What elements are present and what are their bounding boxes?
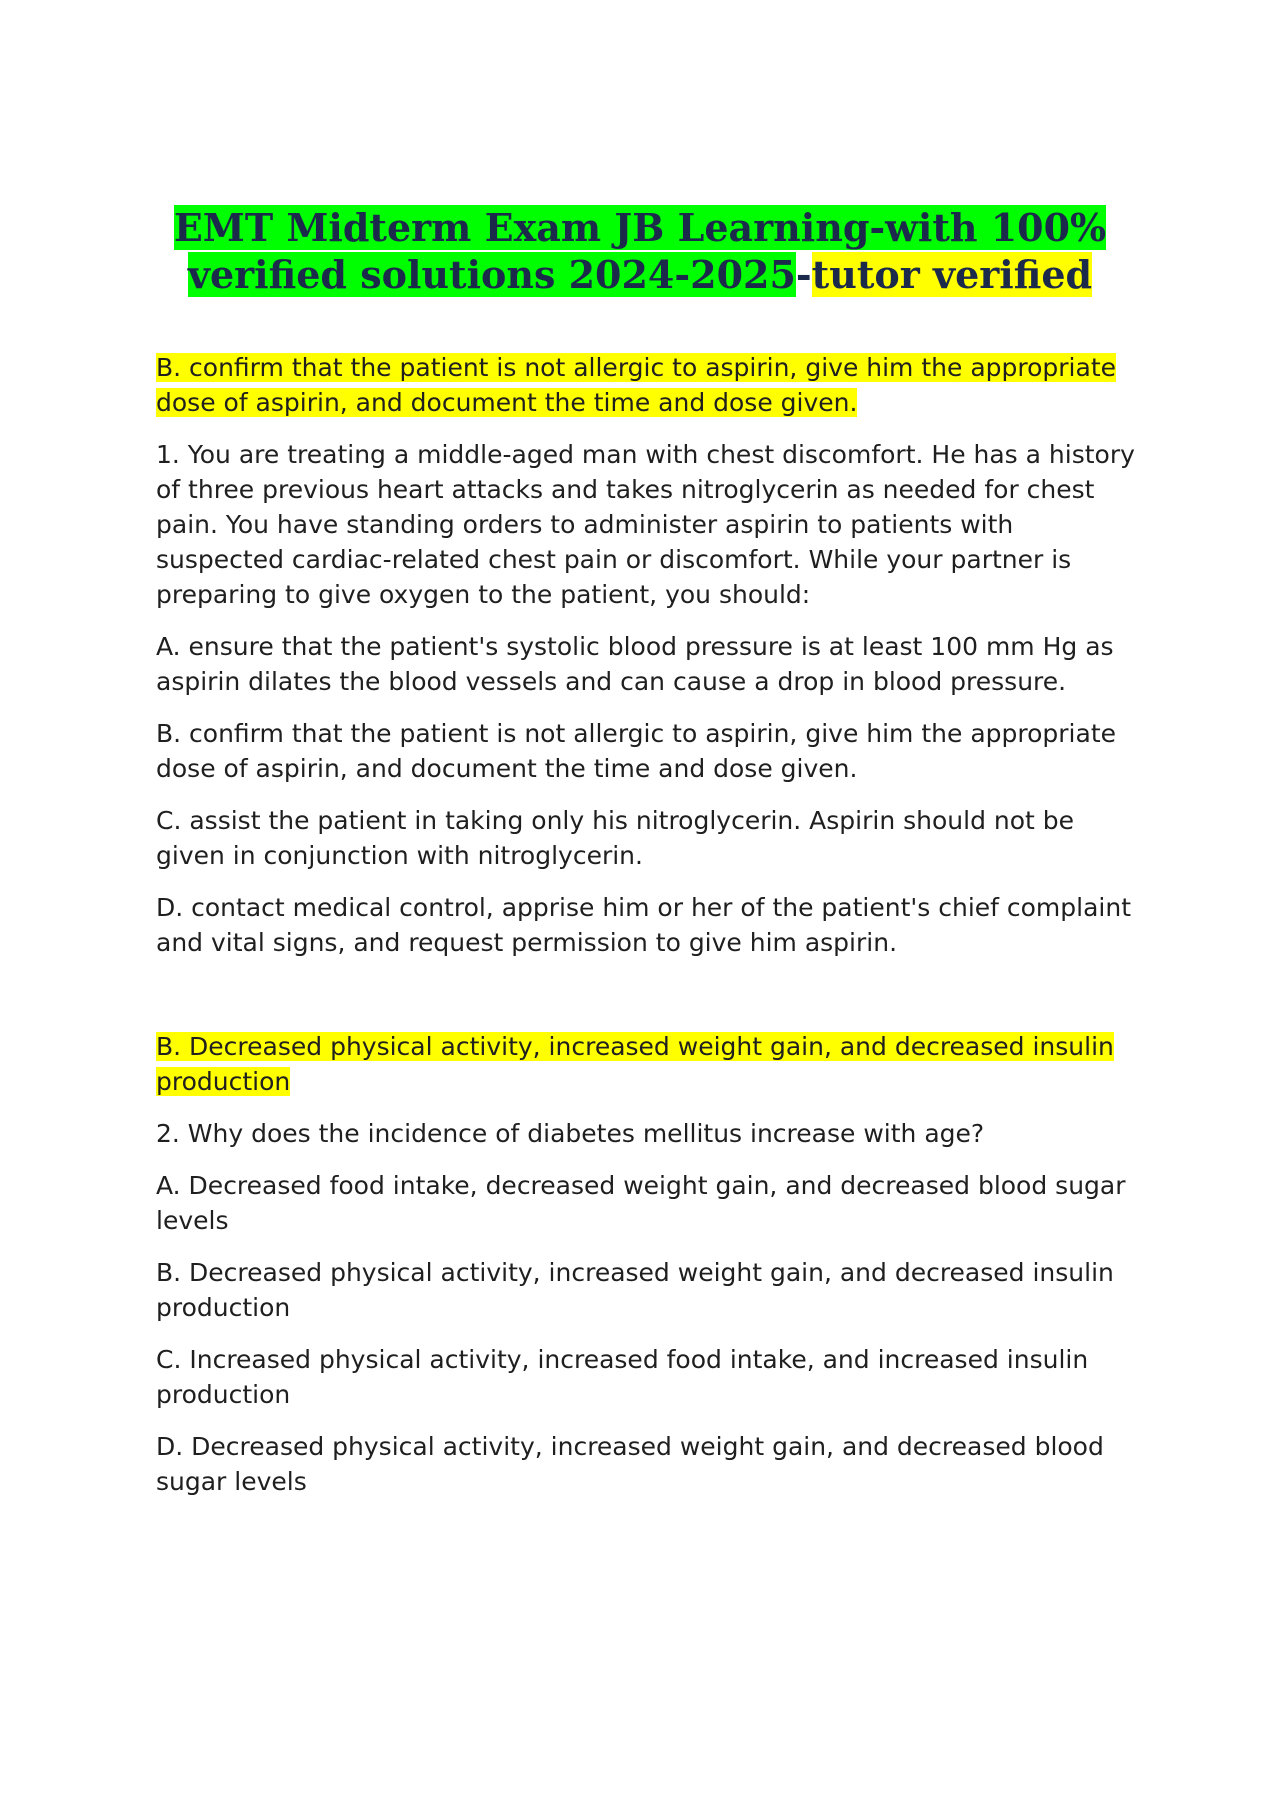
option-c: C. assist the patient in taking only his nitroglycerin. Aspirin should not be given in conjunction with nitroglycerin.: [156, 806, 1075, 870]
option-d: D. contact medical control, apprise him or her of the patient's chief complaint and vital signs, and request permission to give him aspirin.: [156, 893, 1132, 957]
option-b: B. confirm that the patient is not allergic to aspirin, give him the appropriate dose of aspirin, and document the time and dose given.: [156, 719, 1117, 783]
title-yellow-highlight: tutor verified: [811, 252, 1093, 297]
highlighted-answer: B. Decreased physical activity, increased weight gain, and decreased insulin production: [156, 1032, 1114, 1096]
option-a: A. ensure that the patient's systolic blood pressure is at least 100 mm Hg as aspirin dilates the blood vessels and can cause a drop in blood pressure.: [156, 632, 1114, 696]
question-spacer: [156, 977, 1136, 1029]
document-body: [156, 350, 1136, 1516]
question-text: 2. Why does the incidence of diabetes mellitus increase with age?: [156, 1119, 985, 1148]
title-green-highlight: EMT Midterm Exam JB Learning-with 100% verified solutions 2024-2025: [173, 205, 1107, 297]
question-text: 1. You are treating a middle-aged man with chest discomfort. He has a history of three previous heart attacks and takes nitroglycerin as needed for chest pain. You have standing orders to administer aspirin to patients with suspected cardiac-related chest pain or discomfort. While your partner is preparing to give oxygen to the patient, you should:: [156, 440, 1135, 609]
document-title: [140, 204, 1140, 298]
option-c: C. Increased physical activity, increased food intake, and increased insulin production: [156, 1345, 1089, 1409]
title-separator: -: [795, 252, 812, 297]
option-a: A. Decreased food intake, decreased weight gain, and decreased blood sugar levels: [156, 1171, 1126, 1235]
highlighted-answer: B. confirm that the patient is not allergic to aspirin, give him the appropriate dose of aspirin, and document the time and dose given.: [156, 353, 1117, 417]
option-d: D. Decreased physical activity, increased weight gain, and decreased blood sugar levels: [156, 1432, 1104, 1496]
option-b: B. Decreased physical activity, increased weight gain, and decreased insulin production: [156, 1258, 1114, 1322]
